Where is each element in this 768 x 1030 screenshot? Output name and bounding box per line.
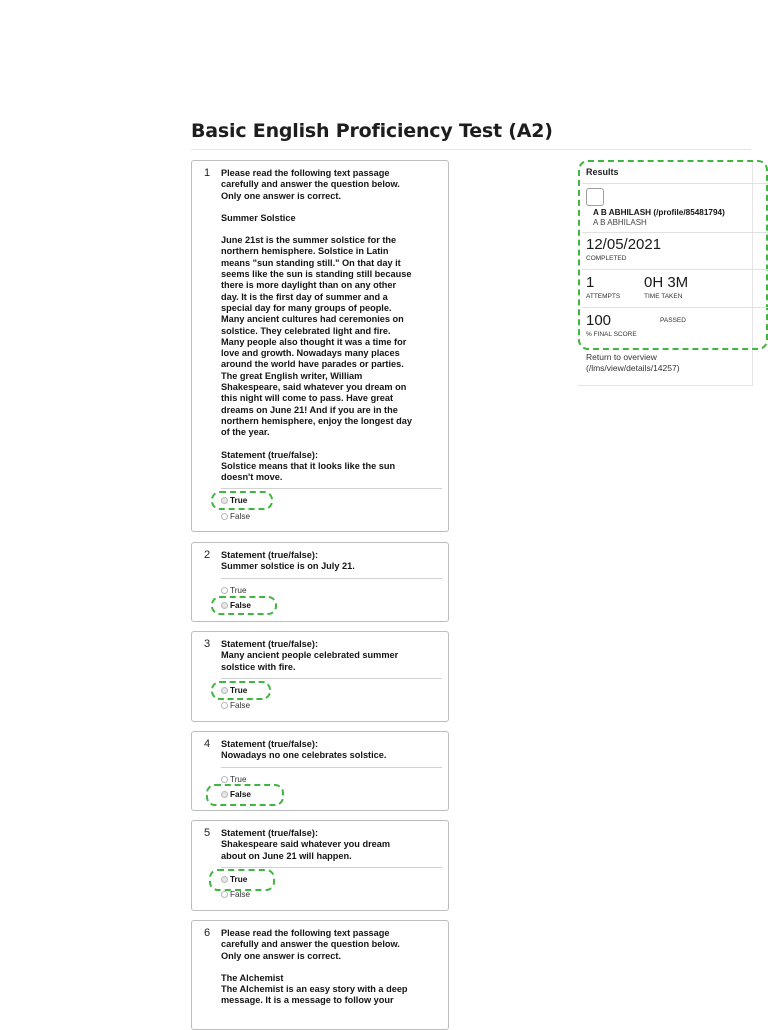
return-link-url[interactable]: (/lms/view/details/14257) xyxy=(586,363,680,373)
option-false[interactable] xyxy=(221,789,251,800)
results-divider xyxy=(582,269,768,270)
option-true[interactable] xyxy=(221,874,247,885)
return-to-overview-link[interactable] xyxy=(586,352,680,374)
question-body xyxy=(221,928,443,1007)
radio-icon[interactable] xyxy=(221,587,228,594)
results-divider xyxy=(582,183,768,184)
statement-line: doesn't move. xyxy=(221,472,283,483)
options-divider xyxy=(221,767,442,768)
statement-line: solstice with fire. xyxy=(221,661,296,672)
option-label: False xyxy=(230,790,251,799)
passage-line: Many ancient cultures had ceremonies on xyxy=(221,314,404,325)
attempts-label: ATTEMPTS xyxy=(586,293,621,300)
passage-line: there is more daylight than on any other xyxy=(221,280,397,291)
passage-line: Many people also thought it was a time for xyxy=(221,336,407,347)
option-false[interactable] xyxy=(221,600,251,611)
question-card-4 xyxy=(191,731,449,811)
option-label: False xyxy=(230,601,251,610)
completion-date: 12/05/2021 xyxy=(586,236,662,253)
intro-line: Only one answer is correct. xyxy=(221,190,341,201)
question-number: 1 xyxy=(204,167,211,179)
option-false[interactable] xyxy=(221,511,250,522)
option-false[interactable] xyxy=(221,889,250,900)
radio-icon[interactable] xyxy=(221,891,228,898)
passage-heading: The Alchemist xyxy=(221,972,284,983)
radio-icon[interactable] xyxy=(221,497,228,504)
passage-line: around the world have parades or parties. xyxy=(221,359,404,370)
final-score-label: % FINAL SCORE xyxy=(586,331,637,338)
title-divider xyxy=(191,149,751,150)
passage-line: special day for many groups of people. xyxy=(221,302,392,313)
intro-line: Please read the following text passage xyxy=(221,928,390,938)
question-body xyxy=(221,639,443,673)
intro-line: Only one answer is correct. xyxy=(221,950,341,961)
user-profile-link[interactable]: A B ABHILASH (/profile/85481794) xyxy=(593,208,725,217)
option-true[interactable] xyxy=(221,585,247,596)
page-title: Basic English Proficiency Test (A2) xyxy=(191,120,553,142)
intro-line: carefully and answer the question below. xyxy=(221,939,400,950)
passage-line: The Alchemist is an easy story with a deep xyxy=(221,984,408,995)
option-label: True xyxy=(230,875,248,884)
results-title: Results xyxy=(586,167,619,177)
radio-icon[interactable] xyxy=(221,602,228,609)
statement-line: Statement (true/false): xyxy=(221,639,318,649)
question-card-2 xyxy=(191,542,449,622)
options-divider xyxy=(221,578,442,579)
passage-line: love and growth. Nowadays many places xyxy=(221,348,400,359)
time-taken-value: 0H 3M xyxy=(644,274,689,291)
radio-icon[interactable] xyxy=(221,791,228,798)
question-body xyxy=(221,828,443,862)
passage-line: this night will come to pass. Have great xyxy=(221,393,394,404)
panel-divider xyxy=(578,385,753,386)
avatar-placeholder-icon[interactable] xyxy=(586,188,604,206)
question-number: 5 xyxy=(204,827,211,839)
passage-line: northern hemisphere, enjoy the longest day xyxy=(221,415,412,426)
option-label: False xyxy=(230,890,251,899)
question-card-6 xyxy=(191,920,449,1030)
statement-line: Summer solstice is on July 21. xyxy=(221,561,355,572)
status-badge: PASSED xyxy=(660,317,686,324)
passage-line: solstice. They celebrated light and fire. xyxy=(221,325,391,336)
final-score-value: 100 xyxy=(586,312,612,329)
statement-line: Shakespeare said whatever you dream xyxy=(221,839,391,850)
options-divider xyxy=(221,867,442,868)
results-divider xyxy=(582,307,768,308)
question-number: 2 xyxy=(204,549,211,561)
question-card-3 xyxy=(191,631,449,722)
passage-line: dreams on June 21! And if you are in the xyxy=(221,404,398,415)
radio-icon[interactable] xyxy=(221,876,228,883)
statement-line: Statement (true/false): xyxy=(221,550,318,560)
question-number: 3 xyxy=(204,638,211,650)
attempts-value: 1 xyxy=(586,274,595,291)
statement-line: Statement (true/false): xyxy=(221,828,318,838)
statement-line: Statement (true/false): xyxy=(221,449,318,460)
passage-line: means "sun standing still." On that day it xyxy=(221,257,401,268)
results-panel xyxy=(578,160,768,386)
radio-icon[interactable] xyxy=(221,687,228,694)
option-label: True xyxy=(230,686,248,695)
user-name: A B ABHILASH xyxy=(593,218,647,227)
passage-line: message. It is a message to follow your xyxy=(221,995,394,1006)
statement-line: Nowadays no one celebrates solstice. xyxy=(221,750,387,761)
option-true[interactable] xyxy=(221,495,247,506)
question-body xyxy=(221,168,443,483)
intro-line: carefully and answer the question below. xyxy=(221,179,400,190)
passage-line: June 21st is the summer solstice for the xyxy=(221,235,397,246)
option-label: True xyxy=(230,586,247,595)
completion-date-label: COMPLETED xyxy=(586,255,627,262)
passage-line: of the year. xyxy=(221,427,270,438)
question-body xyxy=(221,739,443,762)
question-number: 6 xyxy=(204,927,211,939)
passage-line: Shakespeare, said whatever you dream on xyxy=(221,382,407,393)
option-label: False xyxy=(230,512,251,521)
radio-icon[interactable] xyxy=(221,702,228,709)
passage-line: seems like the sun is standing still because xyxy=(221,269,412,280)
question-body xyxy=(221,550,443,573)
options-divider xyxy=(221,678,442,679)
option-false[interactable] xyxy=(221,700,250,711)
passage-line: day. It is the first day of summer and a xyxy=(221,291,388,302)
question-number: 4 xyxy=(204,738,211,750)
statement-line: about on June 21 will happen. xyxy=(221,850,352,861)
passage-line: northern hemisphere. Solstice in Latin xyxy=(221,246,389,257)
passage-line: The great English writer, William xyxy=(221,370,363,381)
option-label: False xyxy=(230,701,251,710)
intro-line: Please read the following text passage xyxy=(221,168,390,178)
passage-heading: Summer Solstice xyxy=(221,212,296,223)
return-link-text[interactable]: Return to overview xyxy=(586,352,657,362)
time-taken-label: TIME TAKEN xyxy=(644,293,683,300)
option-label: True xyxy=(230,775,247,784)
results-divider xyxy=(582,232,768,233)
question-card-5 xyxy=(191,820,449,911)
options-divider xyxy=(221,488,442,489)
statement-line: Many ancient people celebrated summer xyxy=(221,650,399,661)
question-card-1 xyxy=(191,160,449,532)
option-label: True xyxy=(230,496,248,505)
radio-icon[interactable] xyxy=(221,513,228,520)
statement-line: Solstice means that it looks like the sun xyxy=(221,460,396,471)
statement-line: Statement (true/false): xyxy=(221,739,318,749)
option-true[interactable] xyxy=(221,685,247,696)
radio-icon[interactable] xyxy=(221,776,228,783)
